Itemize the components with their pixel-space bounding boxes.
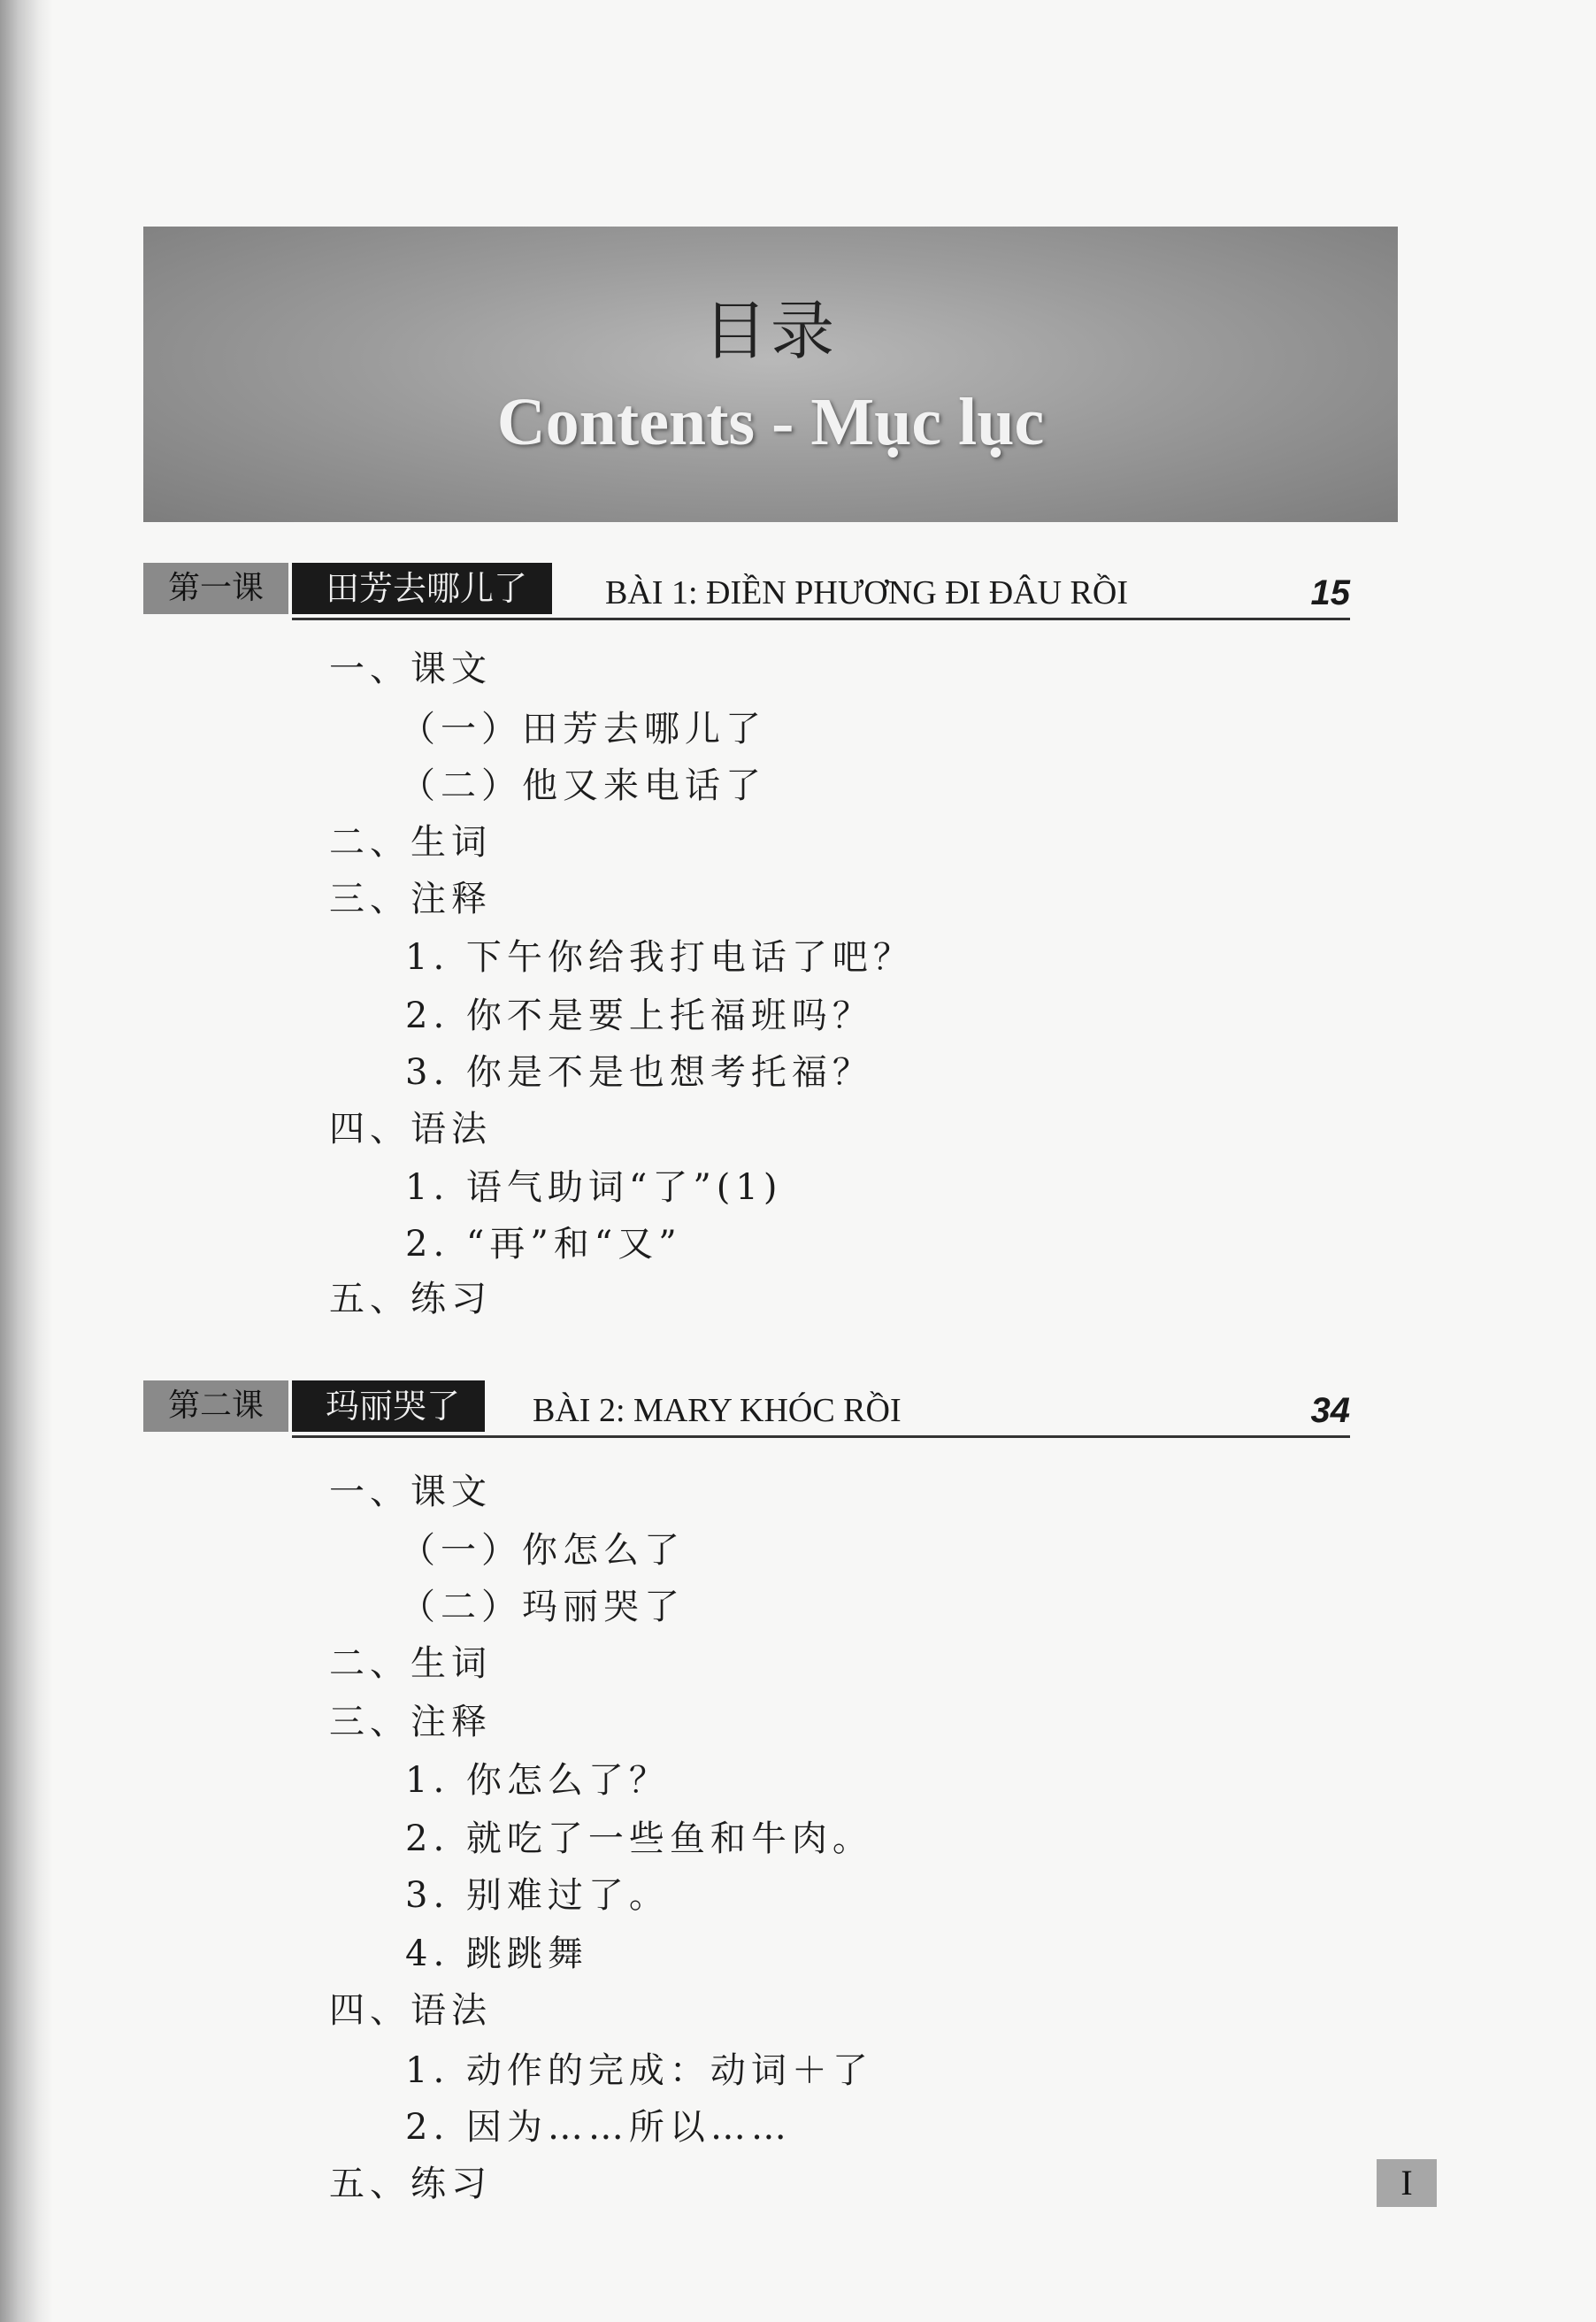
lesson-1-number: 第一课: [143, 563, 288, 614]
lesson-2-item[interactable]: 2. 就吃了一些鱼和牛肉。: [405, 1818, 873, 1859]
lesson-2-item[interactable]: 一、课文: [329, 1472, 492, 1512]
lesson-1-item[interactable]: 2. “再”和“又”: [405, 1224, 682, 1265]
lesson-1-item[interactable]: 3. 你是不是也想考托福？: [405, 1052, 873, 1093]
lesson-2-header[interactable]: [143, 1380, 1350, 1437]
lesson-2-item[interactable]: 3. 别难过了。: [405, 1875, 670, 1916]
lesson-2-page-number: 34: [1310, 1391, 1350, 1430]
lesson-2-number: 第二课: [143, 1380, 288, 1432]
lesson-1-item[interactable]: 五、练习: [329, 1279, 492, 1319]
lesson-2-item[interactable]: （二）玛丽哭了: [400, 1587, 685, 1627]
page-edge-shadow: [0, 0, 53, 2322]
lesson-2-item[interactable]: 1. 你怎么了？: [405, 1760, 670, 1801]
page-number-badge: I: [1377, 2159, 1437, 2207]
contents-banner: [143, 227, 1398, 522]
lesson-1-item[interactable]: 四、语法: [329, 1109, 492, 1149]
lesson-2-item[interactable]: 五、练习: [329, 2164, 492, 2204]
lesson-1-item[interactable]: 1. 下午你给我打电话了吧？: [405, 937, 914, 978]
lesson-1-item[interactable]: 2. 你不是要上托福班吗？: [405, 996, 873, 1036]
lesson-1-item[interactable]: 一、课文: [329, 649, 492, 689]
lesson-2-item[interactable]: 四、语法: [329, 1990, 492, 2031]
lesson-2-item[interactable]: 1. 动作的完成：动词＋了: [405, 2050, 873, 2091]
contents-title-english: Contents - Mục lục: [496, 385, 1045, 459]
lesson-1-item[interactable]: （二）他又来电话了: [400, 765, 766, 806]
lesson-1-title-vietnamese: BÀI 1: ĐIỀN PHƯƠNG ĐI ĐÂU RỒI: [605, 574, 1129, 611]
lesson-2-title-vietnamese: BÀI 2: MARY KHÓC RỒI: [533, 1392, 902, 1429]
lesson-2-item[interactable]: 4. 跳跳舞: [405, 1934, 588, 1974]
lesson-2-title-chinese: 玛丽哭了: [292, 1380, 485, 1432]
lesson-1-item[interactable]: 三、注释: [329, 879, 492, 919]
lesson-1-item[interactable]: （一）田芳去哪儿了: [400, 709, 766, 750]
lesson-2-item[interactable]: 2. 因为……所以……: [405, 2107, 792, 2148]
lesson-1-item[interactable]: 二、生词: [329, 822, 492, 863]
lesson-2-item[interactable]: （一）你怎么了: [400, 1530, 685, 1571]
lesson-1-item[interactable]: 1. 语气助词“了”(1): [405, 1167, 783, 1208]
lesson-2-underline: [292, 1435, 1350, 1438]
lesson-1-underline: [292, 618, 1350, 620]
contents-title-chinese: 目录: [702, 294, 838, 368]
lesson-2-item[interactable]: 三、注释: [329, 1702, 492, 1742]
lesson-1-title-chinese: 田芳去哪儿了: [292, 563, 552, 614]
lesson-1-page-number: 15: [1310, 573, 1350, 612]
lesson-2-item[interactable]: 二、生词: [329, 1643, 492, 1684]
lesson-1-header[interactable]: [143, 563, 1350, 619]
